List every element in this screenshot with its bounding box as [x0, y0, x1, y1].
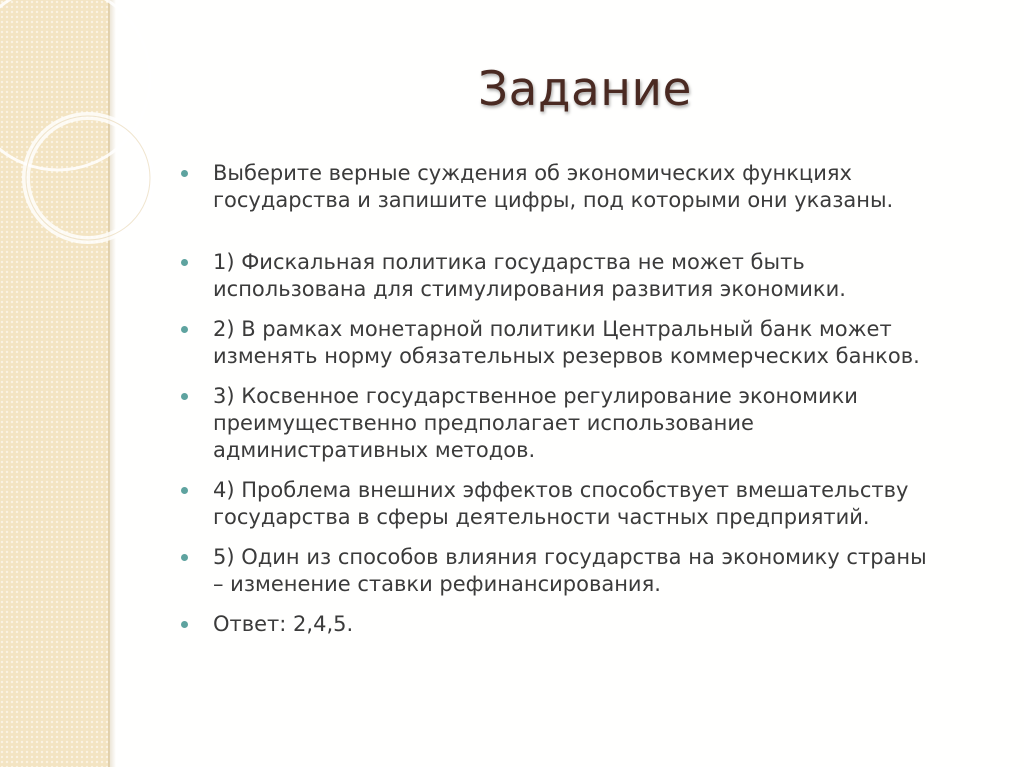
side-panel-shadow — [108, 0, 116, 767]
bullet-dot-icon — [181, 170, 188, 177]
bullet-text-line: 5) Один из способов влияния государства на экономику страны — [213, 545, 927, 569]
bullet-item-5 — [180, 544, 1010, 598]
bullet-item-1 — [180, 249, 1010, 303]
bullet-dot-icon — [181, 259, 188, 266]
bullet-dot-icon — [181, 487, 188, 494]
bullet-dot-icon — [181, 326, 188, 333]
bullet-dot-icon — [181, 393, 188, 400]
bullet-text-line: использована для стимулирования развития экономики. — [213, 277, 846, 301]
bullet-text-line: 3) Косвенное государственное регулирование экономики — [213, 384, 858, 408]
bullet-text-line: – изменение ставки рефинансирования. — [213, 572, 661, 596]
bullet-item-4 — [180, 477, 1010, 531]
bullet-dot-icon — [181, 621, 188, 628]
bullet-item-intro — [180, 160, 1010, 214]
bullet-text-line: 1) Фискальная политика государства не может быть — [213, 250, 805, 274]
bullet-text-line: государства и запишите цифры, под которыми они указаны. — [213, 188, 894, 212]
bullet-text-line: 4) Проблема внешних эффектов способствует вмешательству — [213, 478, 909, 502]
bullet-text-line: 2) В рамках монетарной политики Центральный банк может — [213, 317, 892, 341]
slide-title: Задание — [478, 62, 692, 117]
bullet-text-line: административных методов. — [213, 438, 536, 462]
answer-text: Ответ: 2,4,5. — [213, 612, 354, 636]
side-panel — [0, 0, 110, 767]
bullet-list — [180, 160, 1010, 638]
bullet-text-line: государства в сферы деятельности частных предприятий. — [213, 505, 870, 529]
bullet-text-line: Выберите верные суждения об экономических функциях — [213, 161, 852, 185]
bullet-item-3 — [180, 383, 1010, 464]
bullet-dot-icon — [181, 554, 188, 561]
bullet-text-line: изменять норму обязательных резервов коммерческих банков. — [213, 344, 920, 368]
bullet-item-answer — [180, 611, 1010, 638]
bullet-item-2 — [180, 316, 1010, 370]
bullet-text-line: преимущественно предполагает использование — [213, 411, 754, 435]
